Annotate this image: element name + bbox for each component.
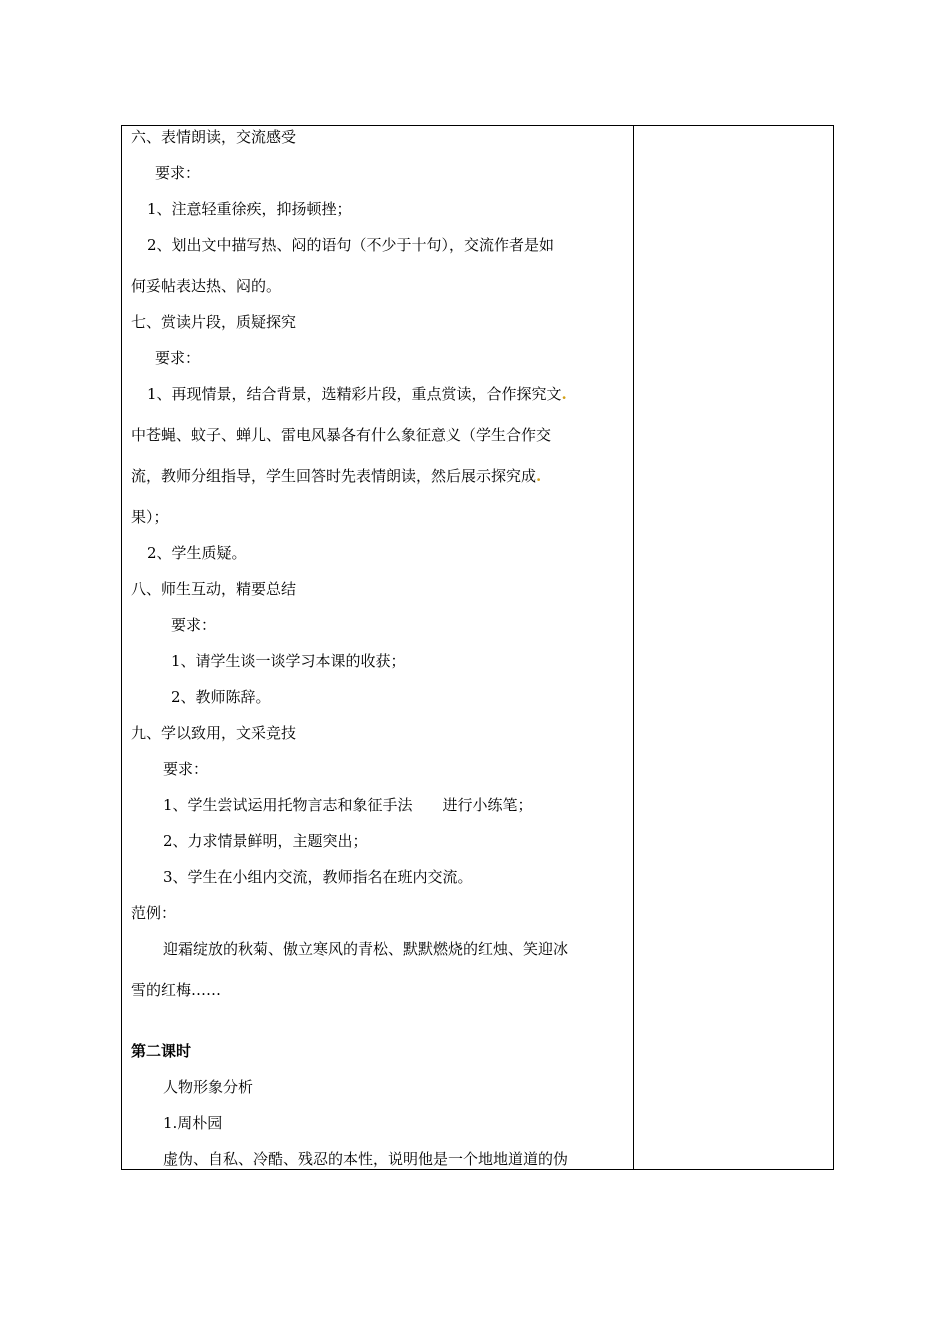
text-line [163, 832, 368, 850]
text-line [163, 868, 473, 886]
line-text: 中苍蝇、蚊子、蝉儿、雷电风暴各有什么象征意义（学生合作交 [131, 426, 552, 444]
mark-dot: . [561, 385, 567, 403]
text-line [155, 349, 200, 367]
line-text: 迎霜绽放的秋菊、傲立寒风的青松、默默燃烧的红烛、笑迎冰 [163, 940, 569, 958]
line-text: 2、力求情景鲜明，主题突出； [163, 832, 368, 850]
text-line [131, 277, 281, 295]
line-text: 1.周朴园 [163, 1114, 223, 1132]
line-text: 流，教师分组指导，学生回答时先表情朗读，然后展示探究成 [131, 467, 537, 485]
line-text: 范例： [131, 904, 177, 922]
text-line [131, 580, 296, 598]
line-text: 2、划出文中描写热、闷的语句（不少于十句），交流作者是如 [147, 236, 555, 254]
text-line [131, 467, 541, 485]
text-line [147, 385, 567, 403]
line-text: 1、注意轻重徐疾，抑扬顿挫； [147, 200, 352, 218]
line-text: 虚伪、自私、冷酷、残忍的本性，说明他是一个地地道道的伪 [163, 1150, 569, 1168]
line-text: 3、学生在小组内交流，教师指名在班内交流。 [163, 868, 473, 886]
text-line [163, 760, 208, 778]
line-text: 九、学以致用，文采竞技 [131, 724, 297, 742]
line-text: 七、赏读片段，质疑探究 [131, 313, 297, 331]
text-line [163, 940, 568, 958]
line-text: 八、师生互动，精要总结 [131, 580, 297, 598]
column-divider [633, 126, 634, 1169]
text-line [131, 904, 176, 922]
line-text: 人物形象分析 [163, 1078, 254, 1096]
text-line [171, 652, 406, 670]
text-line [171, 616, 216, 634]
text-line [147, 200, 352, 218]
text-line [131, 426, 551, 444]
text-line [163, 1078, 253, 1096]
line-text: 要求： [155, 164, 201, 182]
line-text: 雪的红梅…… [131, 981, 222, 999]
text-line [131, 508, 169, 526]
text-line [163, 1150, 568, 1168]
line-text: 2、学生质疑。 [147, 544, 247, 562]
line-text: 2、教师陈辞。 [171, 688, 271, 706]
line-text: 要求： [155, 349, 201, 367]
text-line [155, 164, 200, 182]
mark-dot: . [536, 467, 542, 485]
text-line [131, 313, 296, 331]
line-text: 要求： [163, 760, 209, 778]
text-line [147, 236, 554, 254]
text-line [147, 544, 247, 562]
text-line [131, 128, 296, 146]
line-text: 六、表情朗读，交流感受 [131, 128, 297, 146]
text-line [131, 724, 296, 742]
line-text: 1、请学生谈一谈学习本课的收获； [171, 652, 406, 670]
line-text: 何妥帖表达热、闷的。 [131, 277, 282, 295]
text-line [163, 796, 533, 814]
line-text: 1、再现情景，结合背景，选精彩片段，重点赏读，合作探究文 [147, 385, 562, 403]
line-text: 要求： [171, 616, 217, 634]
line-text: 1、学生尝试运用托物言志和象征手法 进行小练笔； [163, 796, 533, 814]
text-line [131, 981, 221, 999]
text-line [163, 1114, 222, 1132]
text-line [171, 688, 271, 706]
section-heading [131, 1042, 191, 1060]
line-text: 第二课时 [131, 1042, 192, 1060]
line-text: 果）； [131, 508, 169, 526]
